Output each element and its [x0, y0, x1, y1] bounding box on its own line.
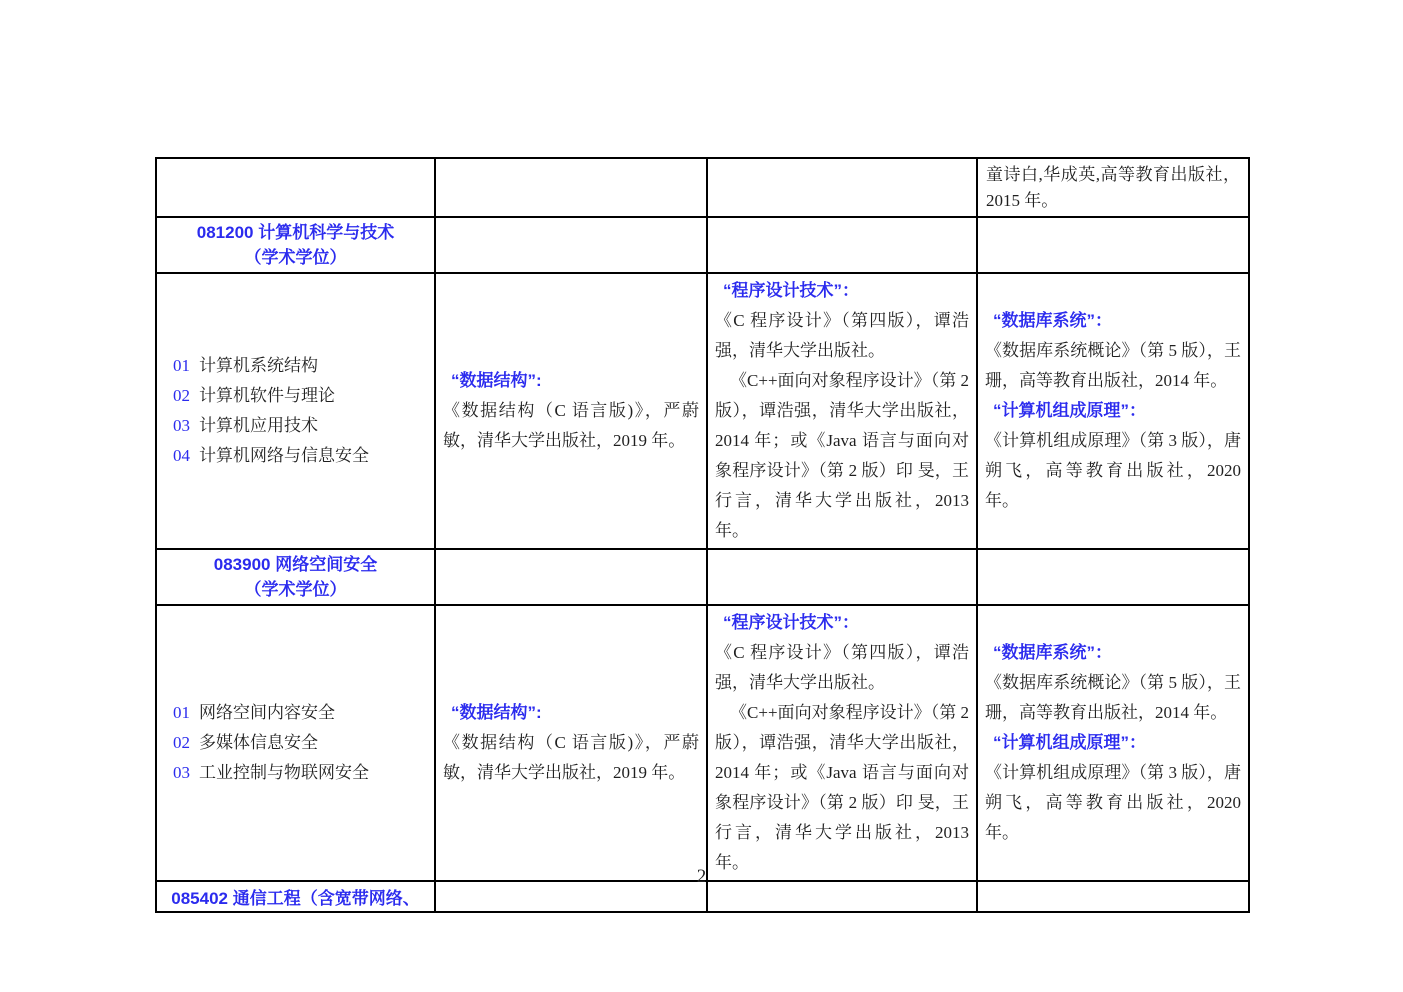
direction-item	[173, 758, 426, 788]
course-heading: “程序设计技术”：	[723, 281, 859, 300]
page-number: 2	[696, 866, 707, 887]
continuation-text: 童诗白,华成英,高等教育出版社，2015 年。	[986, 165, 1240, 210]
cell-database-composition-083900	[977, 605, 1249, 881]
row-program-081200	[156, 217, 1249, 273]
course-heading: “数据结构”:	[451, 703, 542, 722]
direction-item	[173, 728, 426, 758]
course-heading: “数据结构”:	[451, 371, 542, 390]
direction-number: 02	[173, 733, 190, 752]
row-program-083900-detail	[156, 605, 1249, 881]
program-code-line: 083900 网络空间安全	[213, 555, 378, 574]
direction-item	[173, 698, 426, 728]
direction-number: 03	[173, 416, 190, 435]
program-code-line: 085402 通信工程（含宽带网络、	[171, 889, 420, 908]
course-heading: “计算机组成原理”：	[993, 401, 1146, 420]
row-continuation	[156, 158, 1249, 217]
book-reference: 《C++面向对象程序设计》（第 2 版），谭浩强，清华大学出版社，2014 年；或《Java 语言与面向对象程序设计》（第 2 版）印 旻，王行言，清华大学出版社，2013 年。	[715, 703, 969, 872]
cell-program-081200-title	[156, 217, 435, 273]
direction-name: 计算机网络与信息安全	[199, 446, 369, 465]
course-heading: “数据库系统”：	[993, 311, 1112, 330]
course-heading: “程序设计技术”：	[723, 613, 859, 632]
book-reference: 《数据结构（C 语言版)》，严蔚敏，清华大学出版社，2019 年。	[443, 401, 699, 450]
book-reference: 《数据库系统概论》（第 5 版），王珊，高等教育出版社，2014 年。	[985, 341, 1241, 390]
direction-item	[173, 411, 426, 441]
book-reference: 《C++面向对象程序设计》（第 2 版），谭浩强，清华大学出版社，2014 年；或《Java 语言与面向对象程序设计》（第 2 版）印 旻，王行言，清华大学出版社，2013 年。	[715, 371, 969, 540]
direction-name: 计算机软件与理论	[199, 386, 335, 405]
book-reference: 《计算机组成原理》（第 3 版），唐朔飞，高等教育出版社，2020 年。	[985, 431, 1241, 510]
cell-empty	[707, 158, 977, 217]
direction-number: 01	[173, 703, 190, 722]
direction-item	[173, 351, 426, 381]
direction-number: 01	[173, 356, 190, 375]
cell-empty	[707, 549, 977, 605]
cell-empty	[977, 549, 1249, 605]
cell-directions-081200	[156, 273, 435, 549]
direction-name: 工业控制与物联网安全	[199, 763, 369, 782]
direction-number: 02	[173, 386, 190, 405]
cell-empty	[977, 217, 1249, 273]
course-heading: “数据库系统”：	[993, 643, 1112, 662]
cell-continuation-reference	[977, 158, 1249, 217]
direction-item	[173, 381, 426, 411]
cell-empty	[435, 158, 707, 217]
cell-data-structure-083900	[435, 605, 707, 881]
book-reference: 《计算机组成原理》（第 3 版），唐朔飞，高等教育出版社，2020 年。	[985, 763, 1241, 842]
program-degree-line: （学术学位）	[244, 580, 347, 599]
direction-number: 04	[173, 446, 190, 465]
cell-empty	[156, 158, 435, 217]
direction-name: 计算机系统结构	[199, 356, 318, 375]
course-heading: “计算机组成原理”：	[993, 733, 1146, 752]
cell-programming-083900	[707, 605, 977, 881]
cell-directions-083900	[156, 605, 435, 881]
direction-item	[173, 441, 426, 471]
cell-empty	[435, 549, 707, 605]
cell-empty	[707, 217, 977, 273]
program-degree-line: （学术学位）	[244, 248, 347, 267]
cell-program-083900-title	[156, 549, 435, 605]
book-reference: 《数据结构（C 语言版)》，严蔚敏，清华大学出版社，2019 年。	[443, 733, 699, 782]
cell-empty	[435, 217, 707, 273]
direction-name: 计算机应用技术	[199, 416, 318, 435]
book-reference: 《数据库系统概论》（第 5 版），王珊，高等教育出版社，2014 年。	[985, 673, 1241, 722]
cell-programming-081200	[707, 273, 977, 549]
program-code-line: 081200 计算机科学与技术	[196, 223, 395, 242]
admissions-reference-table	[155, 157, 1250, 913]
direction-name: 网络空间内容安全	[199, 703, 335, 722]
direction-number: 03	[173, 763, 190, 782]
row-program-081200-detail	[156, 273, 1249, 549]
book-reference: 《C 程序设计》（第四版），谭浩强，清华大学出版社。	[715, 311, 969, 360]
book-reference: 《C 程序设计》（第四版），谭浩强，清华大学出版社。	[715, 643, 969, 692]
cell-data-structure-081200	[435, 273, 707, 549]
cell-database-composition-081200	[977, 273, 1249, 549]
direction-name: 多媒体信息安全	[199, 733, 318, 752]
row-program-083900	[156, 549, 1249, 605]
